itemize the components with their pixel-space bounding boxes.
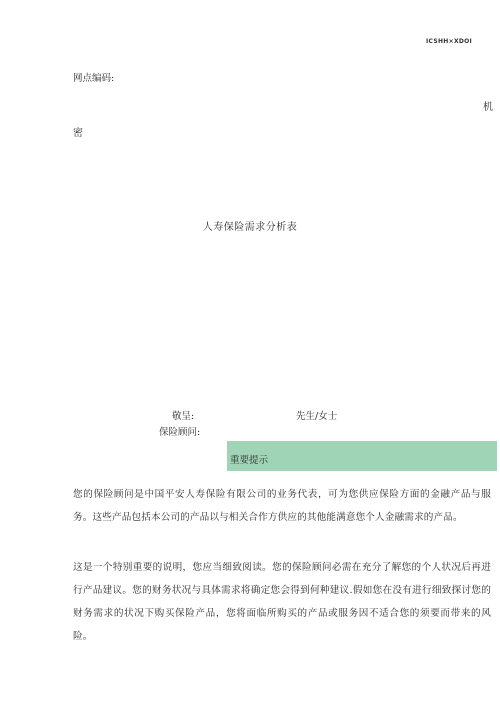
greeting-salutation: 先生/女士 bbox=[296, 411, 338, 422]
paragraph: 这是一个特别重要的说明，您应当细致阅读。您的保险顾问必需在充分了解您的个人状况后再进行产品建议。您的财务状况与具体需求将确定您会得到何种建议.假如您在没有进行细致探讨您的财务需求的状况下购买保险产品，您将面临所购买的产品或服务因不适合您的须要而带来的风险。 bbox=[73, 562, 491, 642]
paragraph: 您的保险顾问是中国平安人寿保险有限公司的业务代表，可为您供应保险方面的金融产品与服务。这些产品包括本公司的产品以与相关合作方供应的其他能满意您个人金融需求的产品。 bbox=[73, 489, 491, 523]
greeting-respect: 敬呈: bbox=[172, 411, 195, 422]
confidential-mark: 机 bbox=[483, 102, 493, 113]
confidential-mark: 密 bbox=[73, 128, 83, 139]
document-title: 人寿保险需求分析表 bbox=[202, 222, 298, 233]
notice-banner bbox=[227, 441, 497, 471]
advisor-label: 保险顾问: bbox=[159, 427, 201, 438]
document-code: ICSHH×XDOI bbox=[426, 38, 473, 45]
notice-label: 重要提示 bbox=[230, 455, 269, 466]
branch-code-label: 网点编码: bbox=[73, 73, 115, 84]
